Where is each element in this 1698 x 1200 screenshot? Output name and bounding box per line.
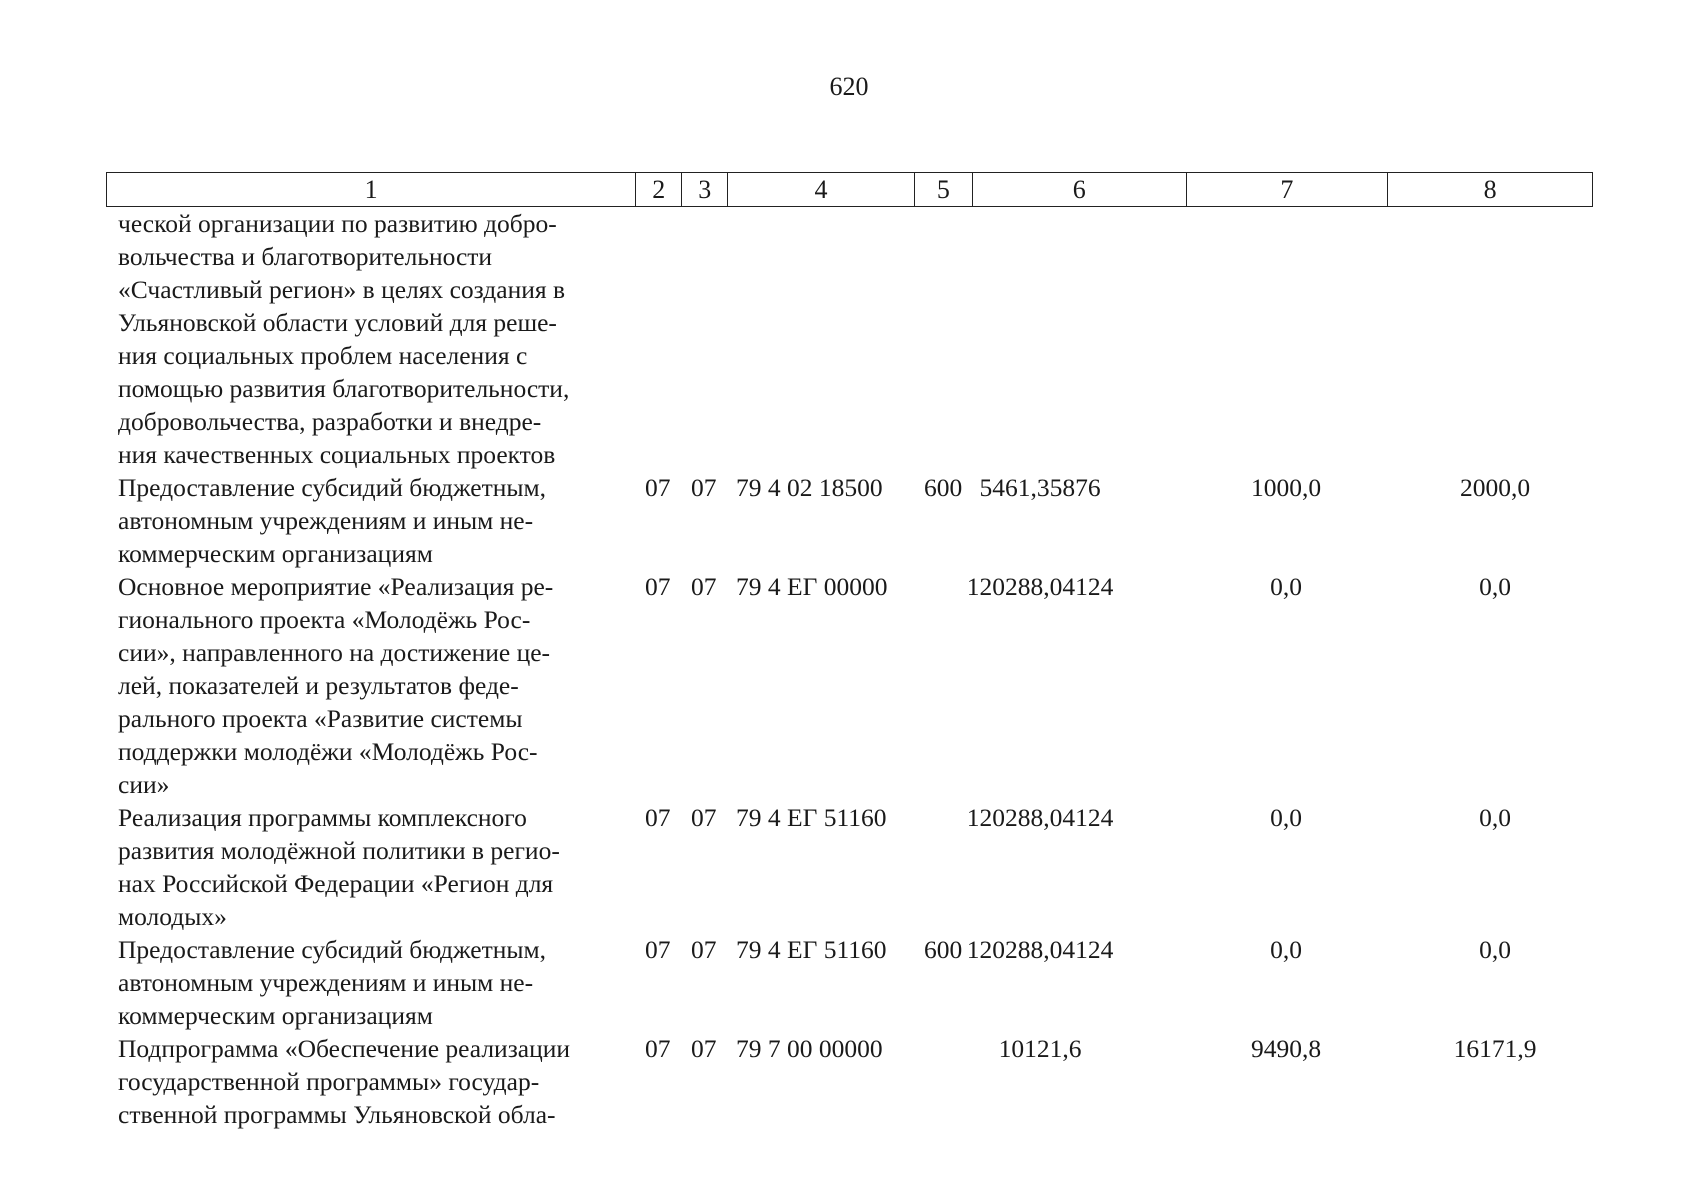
row-amount-col6: 120288,04124: [966, 935, 1114, 964]
row-amount-col6: 120288,04124: [966, 572, 1114, 601]
row-amount-col8: 2000,0: [1459, 473, 1531, 502]
row-subsection-code: 07: [691, 473, 717, 502]
header-col-5: 5: [915, 173, 973, 206]
table-row: [0, 207, 1698, 471]
row-description: Предоставление субсидий бюджетным, автономным учреждениям и иным не- коммерческим организациям: [118, 935, 547, 1030]
row-section-code: 07: [645, 572, 671, 601]
row-amount-col8: 0,0: [1479, 935, 1511, 964]
table-row: [0, 471, 1698, 570]
row-target-code: 79 4 02 18500: [736, 473, 883, 502]
row-section-code: 07: [645, 473, 671, 502]
row-target-code: 79 4 ЕГ 00000: [736, 572, 888, 601]
row-subsection-code: 07: [691, 803, 717, 832]
header-col-7: 7: [1187, 173, 1389, 206]
row-amount-col7: 1000,0: [1250, 473, 1322, 502]
table-row: [0, 933, 1698, 1032]
row-amount-col6: 120288,04124: [966, 803, 1114, 832]
row-section-code: 07: [645, 935, 671, 964]
row-amount-col8: 0,0: [1479, 803, 1511, 832]
row-subsection-code: 07: [691, 1034, 717, 1063]
row-amount-col7: 0,0: [1270, 572, 1302, 601]
row-target-code: 79 7 00 00000: [736, 1034, 883, 1063]
header-col-4: 4: [728, 173, 915, 206]
header-col-2: 2: [636, 173, 682, 206]
row-expense-type: 600: [924, 935, 963, 964]
row-subsection-code: 07: [691, 572, 717, 601]
header-col-1: 1: [107, 173, 636, 206]
table-row: [0, 570, 1698, 801]
table-header: [106, 172, 1593, 207]
header-col-3: 3: [682, 173, 728, 206]
row-description: Подпрограмма «Обеспечение реализации государственной программы» государ- ственной программы Ульяновской обла-: [118, 1034, 571, 1129]
page-number: 620: [829, 72, 869, 101]
row-description: Предоставление субсидий бюджетным, автономным учреждениям и иным не- коммерческим организациям: [118, 473, 547, 568]
row-amount-col7: 9490,8: [1250, 1034, 1322, 1063]
row-amount-col6: 5461,35876: [979, 473, 1101, 502]
table-row: [0, 801, 1698, 933]
row-subsection-code: 07: [691, 935, 717, 964]
row-amount-col6: 10121,6: [998, 1034, 1082, 1063]
table-row: [0, 1032, 1698, 1131]
header-col-8: 8: [1483, 175, 1497, 204]
row-amount-col8: 0,0: [1479, 572, 1511, 601]
row-target-code: 79 4 ЕГ 51160: [736, 935, 887, 964]
table-body: [0, 207, 1698, 1131]
row-expense-type: 600: [924, 473, 963, 502]
row-description: ческой организации по развитию добро- вольчества и благотворительности «Счастливый регион» в целях создания в Ульяновской области условий для реше- ния социальных проблем населения с помощью развития благотворительности, добровольчества, разработки и внедре- ния качественных социальных проектов: [118, 209, 570, 469]
row-description: Реализация программы комплексного развития молодёжной политики в регио- нах Российской Федерации «Регион для молодых»: [118, 803, 560, 931]
row-amount-col7: 0,0: [1270, 935, 1302, 964]
header-col-6: 6: [973, 173, 1187, 206]
row-description: Основное мероприятие «Реализация ре- гионального проекта «Молодёжь Рос- сии», направленного на достижение це- лей, показателей и результатов феде- рального проекта «Развитие системы поддержки молодёжи «Молодёжь Рос- сии»: [118, 572, 554, 799]
row-target-code: 79 4 ЕГ 51160: [736, 803, 887, 832]
row-amount-col7: 0,0: [1270, 803, 1302, 832]
row-section-code: 07: [645, 1034, 671, 1063]
row-amount-col8: 16171,9: [1453, 1034, 1537, 1063]
row-section-code: 07: [645, 803, 671, 832]
